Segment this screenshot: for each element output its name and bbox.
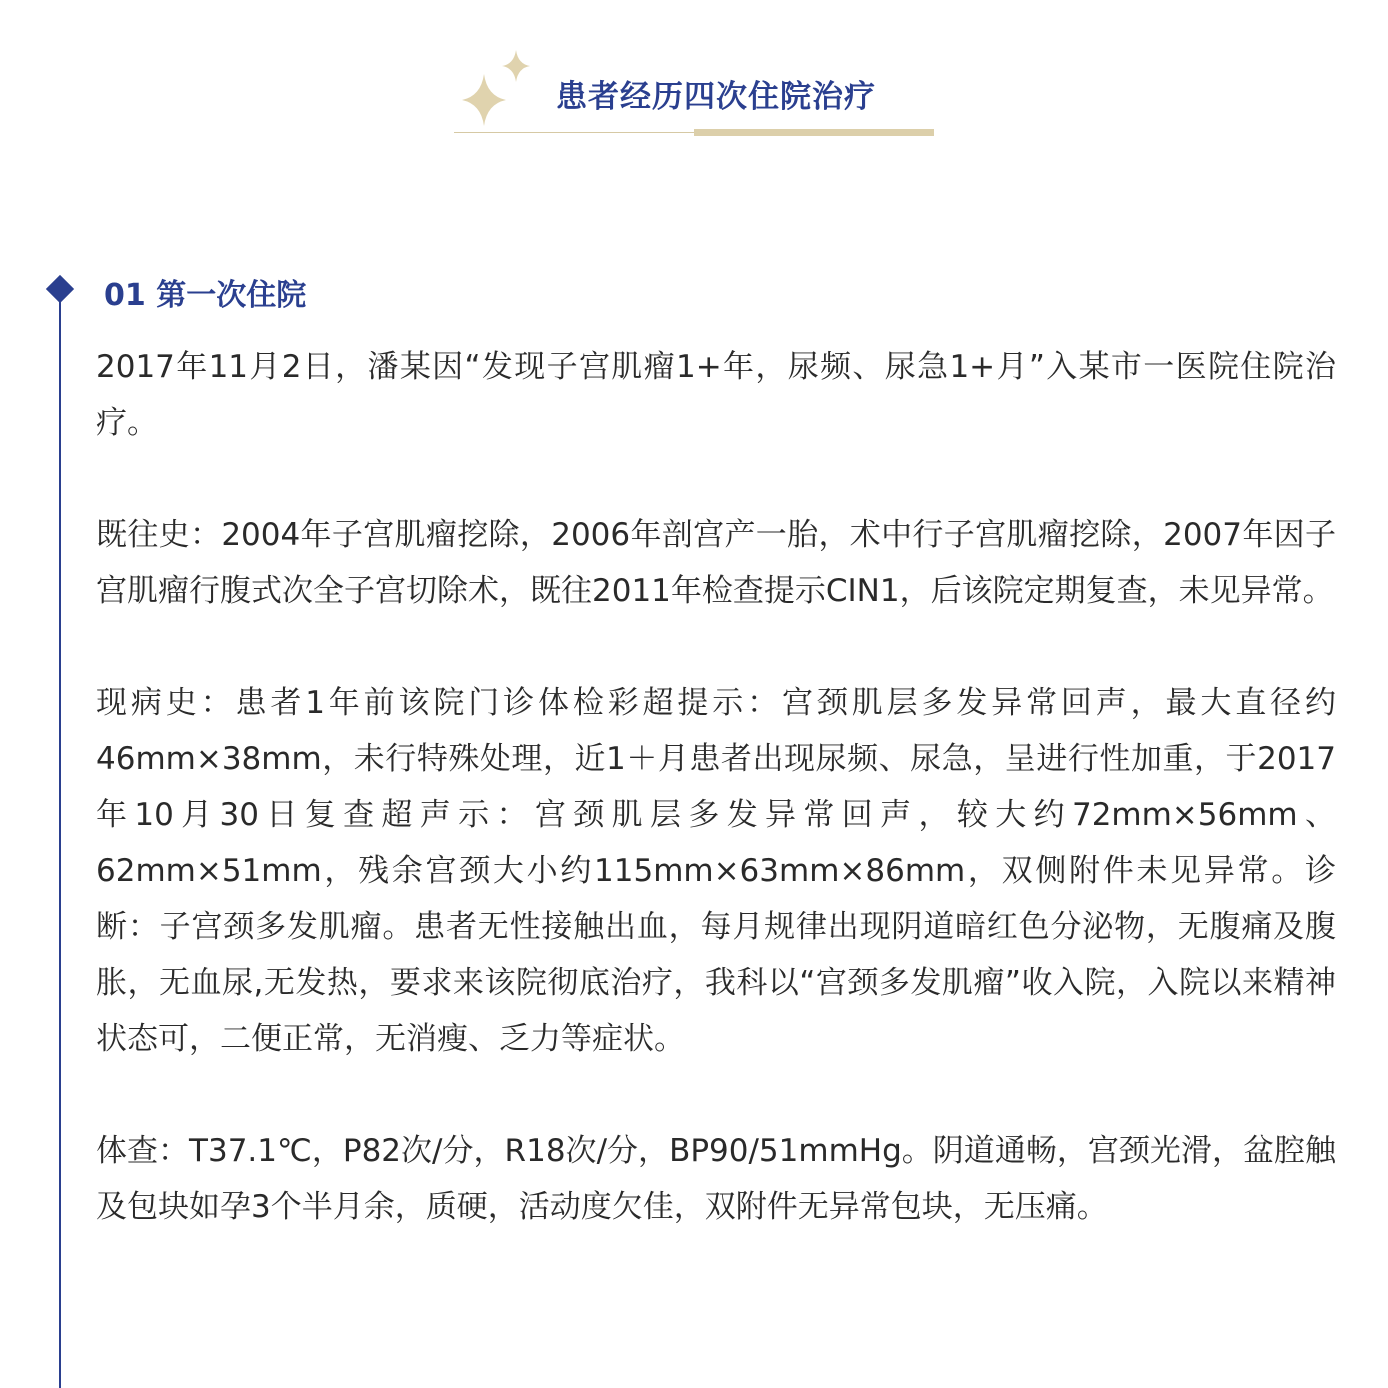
page-header — [454, 44, 934, 140]
page-title: 患者经历四次住院治疗 — [556, 79, 876, 115]
diamond-icon — [46, 275, 74, 303]
sparkle-icon — [454, 44, 544, 140]
title-underline — [454, 129, 934, 136]
paragraph-admission: 2017年11月2日，潘某因“发现子宫肌瘤1+年，尿频、尿急1+月”入某市一医院住院治疗。 — [96, 349, 1336, 441]
underline-thick — [694, 129, 934, 136]
section-heading: 01 第一次住院 — [104, 278, 307, 313]
paragraph-past-history: 既往史：2004年子宫肌瘤挖除，2006年剖宫产一胎，术中行子宫肌瘤挖除，2007年因子宫肌瘤行腹式次全子宫切除术，既往2011年检查提示CIN1，后该院定期复查，未见异常。 — [96, 517, 1336, 609]
underline-thin — [454, 132, 694, 133]
section-content — [96, 339, 1336, 1235]
paragraph-present-illness: 现病史：患者1年前该院门诊体检彩超提示：宫颈肌层多发异常回声，最大直径约46mm×38mm，未行特殊处理，近1＋月患者出现尿频、尿急，呈进行性加重，于2017年10月30日复查超声示：宫颈肌层多发异常回声，较大约72mm×56mm、62mm×51mm，残余宫颈大小约115mm×63mm×86mm，双侧附件未见异常。诊断：子宫颈多发肌瘤。患者无性接触出血，每月规律出现阴道暗红色分泌物，无腹痛及腹胀，无血尿,无发热，要求来该院彻底治疗，我科以“宫颈多发肌瘤”收入院，入院以来精神状态可，二便正常，无消瘦、乏力等症状。 — [96, 685, 1336, 1057]
timeline-line — [59, 290, 61, 1388]
paragraph-physical-exam: 体查：T37.1℃，P82次/分，R18次/分，BP90/51mmHg。阴道通畅，宫颈光滑，盆腔触及包块如孕3个半月余，质硬，活动度欠佳，双附件无异常包块，无压痛。 — [96, 1133, 1336, 1225]
